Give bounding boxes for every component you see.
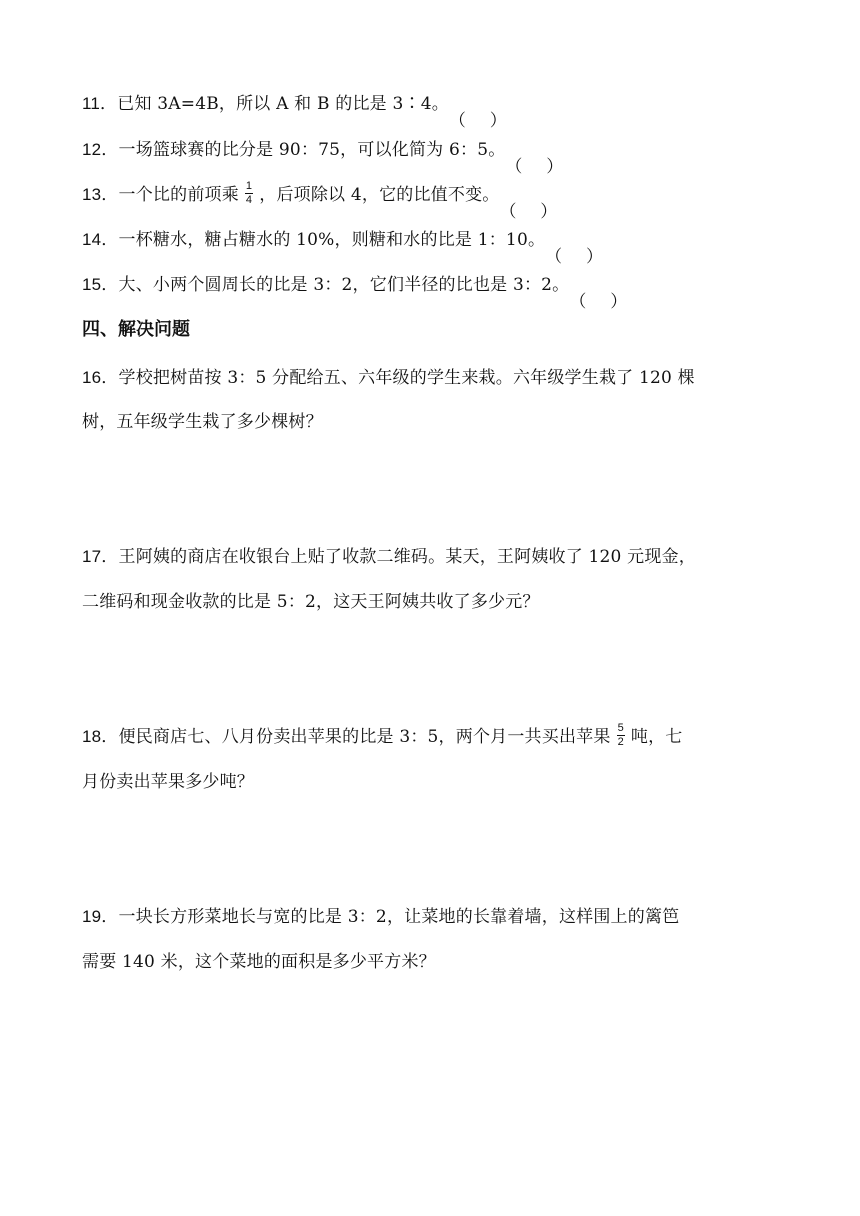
question-number: 11．: [82, 94, 118, 113]
question-number: 19．: [82, 907, 119, 926]
question-text: 一场篮球赛的比分是 90：75，可以化简为 6：5。: [118, 140, 506, 160]
question-11: 11．已知 3A=4B，所以 A 和 B 的比是 3∶4。 （ ）: [82, 94, 507, 131]
question-18-line-2: 月份卖出苹果多少吨？: [82, 772, 254, 792]
question-number: 16．: [82, 368, 119, 387]
question-number: 13．: [82, 185, 119, 204]
question-number: 18．: [82, 727, 119, 746]
question-15: 15．大、小两个圆周长的比是 3：2，它们半径的比也是 3：2。 （ ）: [82, 275, 628, 312]
question-14: 14．一杯糖水，糖占糖水的 10%，则糖和水的比是 1：10。 （ ）: [82, 230, 604, 267]
fraction-denominator: 2: [617, 736, 624, 748]
question-text: 一杯糖水，糖占糖水的 10%，则糖和水的比是 1：10。: [118, 230, 546, 250]
question-text: 王阿姨的商店在收银台上贴了收款二维码。某天，王阿姨收了 120 元现金，: [118, 547, 696, 567]
question-16-line-2: 树，五年级学生栽了多少棵树？: [82, 412, 323, 432]
question-17-line-2: 二维码和现金收款的比是 5：2，这天王阿姨共收了多少元？: [82, 592, 540, 612]
question-number: 17．: [82, 547, 119, 566]
question-number: 12．: [82, 140, 119, 159]
question-18-line-1: [82, 722, 782, 750]
question-19-line-1: [82, 905, 782, 929]
question-text-part-b: ，后项除以 4，它的比值不变。: [259, 185, 500, 205]
question-text-part-b: 吨，七: [630, 727, 683, 747]
fraction-one-quarter: [245, 181, 253, 206]
question-13: 13．一个比的前项乘 $\frac{1}{4}$ ，后项除以 4，它的比值不变。 （ ）: [82, 180, 558, 222]
fraction-numerator: 5: [617, 722, 624, 734]
question-text-part-a: 一个比的前项乘: [118, 185, 239, 205]
question-number: 14．: [82, 230, 119, 249]
question-text: 一块长方形菜地长与宽的比是 3：2，让菜地的长靠着墙，这样围上的篱笆: [118, 907, 680, 927]
fraction-numerator: 1: [245, 180, 253, 192]
question-number: 15．: [82, 275, 119, 294]
question-text: 学校把树苗按 3：5 分配给五、六年级的学生来栽。六年级学生栽了 120 棵: [118, 368, 695, 388]
question-17-line-1: [82, 545, 782, 569]
question-text: 已知 3A=4B，所以 A 和 B 的比是 3∶4。: [117, 94, 449, 114]
question-16-line-1: [82, 366, 782, 390]
fraction-five-halves: [617, 723, 625, 748]
fraction-denominator: 4: [245, 194, 253, 206]
question-text: 大、小两个圆周长的比是 3：2，它们半径的比也是 3：2。: [118, 275, 570, 295]
question-19-line-2: 需要 140 米，这个菜地的面积是多少平方米？: [82, 952, 436, 972]
question-12: 12．一场篮球赛的比分是 90：75，可以化简为 6：5。 （ ）: [82, 140, 564, 177]
section-heading: 四、解决问题: [82, 319, 190, 340]
question-text-part-a: 便民商店七、八月份卖出苹果的比是 3：5，两个月一共买出苹果: [118, 727, 611, 747]
